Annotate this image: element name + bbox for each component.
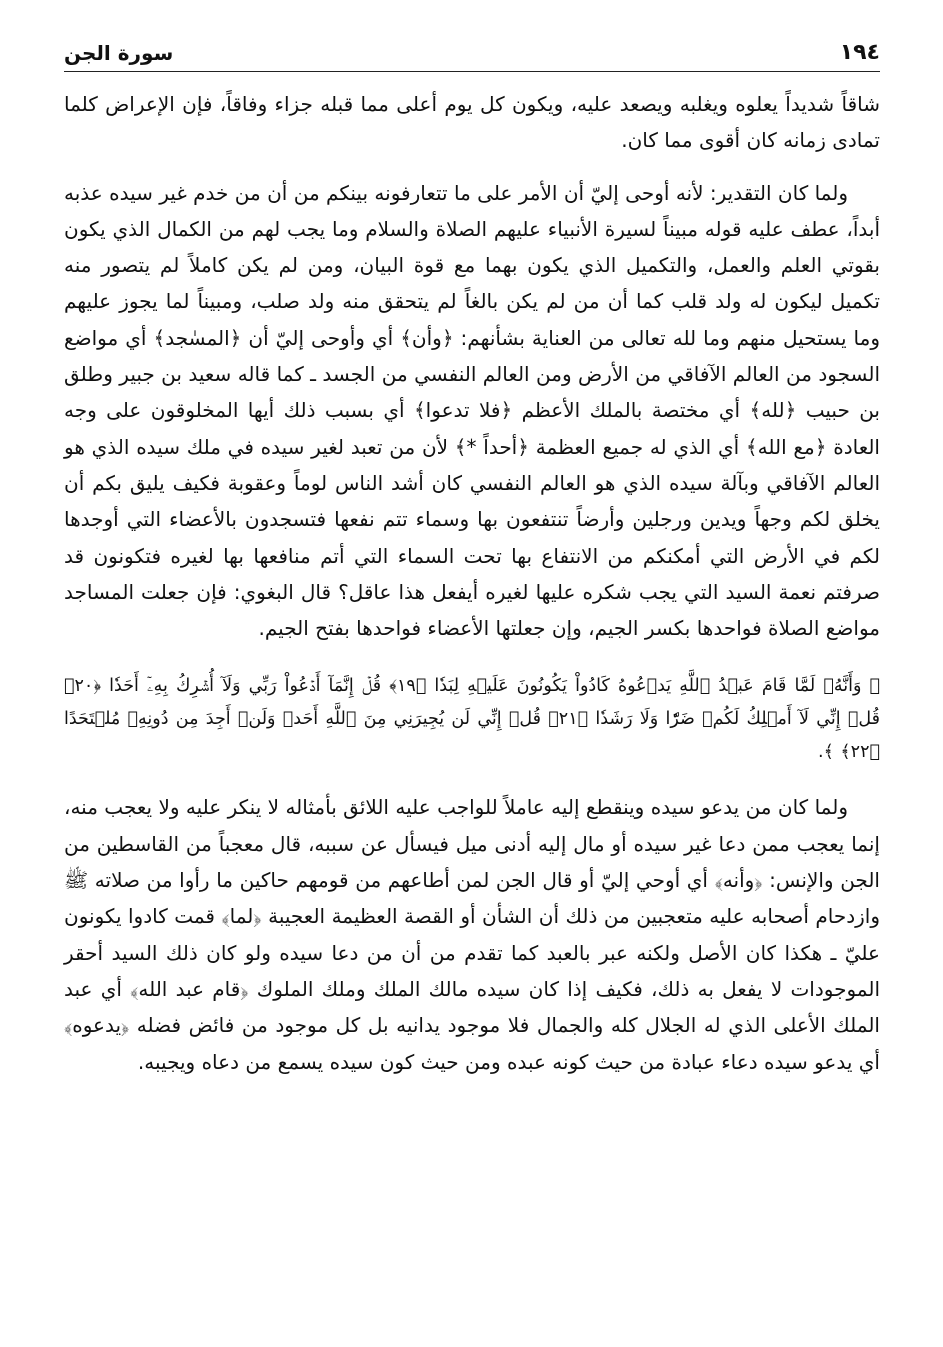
book-page (64, 40, 880, 1080)
paragraph-continuation: شاقاً شديداً يعلوه ويغلبه ويصعد عليه، ويكون كل يوم أعلى مما قبله جزاء وفاقاً، فإن الإعراض كلما تمادى زمانه كان أقوى مما كان. (64, 92, 880, 153)
paragraph-closing: ولما كان من يدعو سيده وينقطع إليه عاملاً للواجب عليه اللائق بأمثاله لا ينكر عليه ولا يعجب منه، إنما يعجب ممن دعا غير سيده أو مال إليه أدنى ميل فيسأل عن سببه، قال معجباً من القاسطين من الجن والإنس: ﴿وأنه﴾ أي أوحي إليّ أو قال الجن لمن أطاعهم من قومهم حاكين ما رأوا من صلاته ﷺ وازدحام أصحابه عليه متعجبين من ذلك أن الشأن أو القصة العظيمة العجيبة ﴿لما﴾ قمت كادوا يكونون عليّ ـ هكذا كان الأصل ولكنه عبر بالعبد كما تقدم من أن من دعا سيده ولو كان ذلك السيد أحقر الموجودات لا يفعل به ذلك، فكيف إذا كان سيده مالك الملك وملك الملوك ﴿قام عبد الله﴾ أي عبد الملك الأعلى الذي له الجلال كله والجمال فلا موجود يدانيه بل كل موجود من فائض فضله ﴿يدعوه﴾ أي يدعو سيده دعاء عبادة من حيث كونه عبده ومن حيث كون سيده يسمع من دعاه ويجيبه. (64, 795, 880, 1074)
surah-title: سورة الجن (64, 41, 174, 65)
paragraph-commentary: ولما كان التقدير: لأنه أوحى إليّ أن الأمر على ما تتعارفونه بينكم من أن من خدم غير سيده عذبه أبداً، عطف عليه قوله مبيناً لسيرة الأنبياء عليهم الصلاة والسلام وما يجب لهم من الكمال الذي يكون بقوتي العلم والعمل، والتكميل الذي يكون بهما مع قوة البيان، ومن لم يكن كاملاً لم يتصور منه تكميل ليكون له ولد قلب كما أن من لم يكن بالغاً لم يتحقق منه ولد صلب، ومبيناً لما يجوز عليهم وما يستحيل منهم وما لله تعالى من العناية بشأنهم: ﴿وأن﴾ أي وأوحى إليّ أن ﴿المسٰجد﴾ أي مواضع السجود من العالم الآفاقي من الأرض ومن العالم النفسي من الجسد ـ كما قاله سعيد بن جبير وطلق بن حبيب ﴿لله﴾ أي مختصة بالملك الأعظم ﴿فلا تدعوا﴾ أي بسبب ذلك أيها المخلوقون على وجه العادة ﴿مع الله﴾ أي الذي له جميع العظمة ﴿أحداً *﴾ لأن من تعبد لغير سيده في ملك سيده الذي هو العالم الآفاقي وبآلة سيده الذي هو العالم النفسي كان أشد الناس لوماً وعقوبة فكيف يليق بكم أن يخلق لكم وجهاً ويدين ورجلين وأرضاً تنتفعون بها وسماء تتم نفعها فتسجدون بالأعضاء التي أوجدها لكم في الأرض التي أمكنكم من الانتفاع بها تحت السماء التي أتم منافعها بها لغيره فتكونون قد صرفتم نعمة السيد التي يجب شكره عليها لغيره أيفعل هذا عاقل؟ قال البغوي: فإن جعلت المساجد مواضع الصلاة فواحدها بكسر الجيم، وإن جعلتها الأعضاء فواحدها بفتح الجيم. (64, 180, 880, 641)
page-number: ١٩٤ (839, 40, 880, 65)
quran-verses: ﴿ وَأَنَّهُۥ لَمَّا قَامَ عَبۡدُ ٱللَّهِ يَدۡعُوهُ كَادُواْ يَكُونُونَ عَلَيۡهِ لِبَدٗا ﴿١٩﴾ قُلۡ إِنَّمَآ أَدۡعُواْ رَبِّي وَلَآ أُشۡرِكُ بِهِۦٓ أَحَدٗا ﴿٢٠﴾ قُلۡ إِنِّي لَآ أَمۡلِكُ لَكُمۡ ضَرّٗا وَلَا رَشَدٗا ﴿٢١﴾ قُلۡ إِنِّي لَن يُجِيرَنِي مِنَ ٱللَّهِ أَحَدٞ وَلَنۡ أَجِدَ مِن دُونِهِۦ مُلۡتَحَدًا ﴿٢٢﴾ ﴾. (64, 676, 881, 763)
page-header (64, 40, 880, 72)
